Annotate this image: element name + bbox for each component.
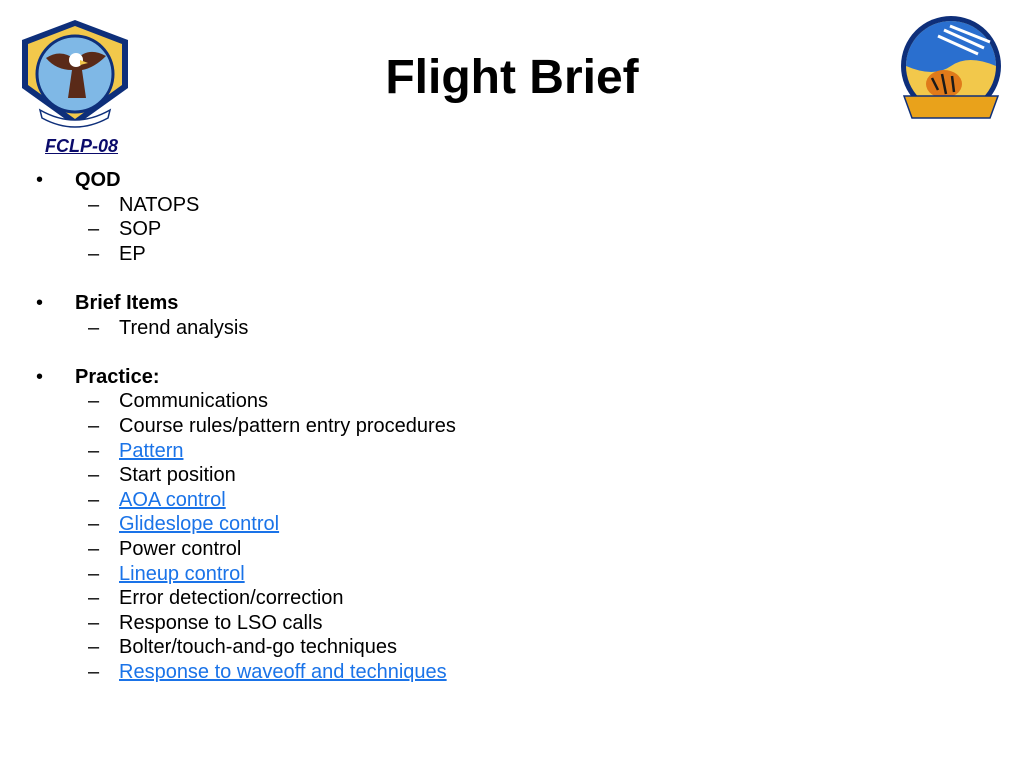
sub-item-link[interactable]: Lineup control bbox=[119, 562, 245, 585]
sub-item-label: NATOPS bbox=[119, 193, 200, 216]
dash-icon: – bbox=[88, 439, 100, 462]
sub-item-row bbox=[0, 193, 1000, 218]
traron-nine-logo bbox=[898, 14, 1004, 126]
sub-item-label: Trend analysis bbox=[119, 316, 249, 339]
sub-item-label: Communications bbox=[119, 390, 268, 413]
dash-icon: – bbox=[88, 513, 100, 536]
brief-code-label: FCLP-08 bbox=[45, 136, 119, 156]
sub-item-row bbox=[0, 537, 1000, 562]
bullet-heading-row bbox=[0, 291, 1000, 316]
sub-item-row bbox=[0, 414, 1000, 439]
dash-icon: – bbox=[88, 193, 100, 216]
bullet-heading: Practice: bbox=[75, 365, 160, 388]
sub-item-row bbox=[0, 463, 1000, 488]
dash-icon: – bbox=[88, 587, 100, 610]
sub-item-row[interactable] bbox=[0, 439, 1000, 464]
dash-icon: – bbox=[88, 537, 100, 560]
sub-item-row bbox=[0, 242, 1000, 267]
dash-icon: – bbox=[88, 660, 100, 683]
bullet-heading: Brief Items bbox=[75, 291, 179, 314]
dash-icon: – bbox=[88, 218, 100, 241]
sub-item-label: Bolter/touch-and-go techniques bbox=[119, 636, 397, 659]
sub-item-link[interactable]: Response to waveoff and techniques bbox=[119, 660, 447, 683]
dash-icon: – bbox=[88, 488, 100, 511]
bullet-heading-row bbox=[0, 168, 1000, 193]
sub-item-row[interactable] bbox=[0, 488, 1000, 513]
dash-icon: – bbox=[88, 316, 100, 339]
sub-item-row bbox=[0, 635, 1000, 660]
bullet-list bbox=[0, 168, 1000, 709]
sub-item-label: Start position bbox=[119, 464, 236, 487]
bullet-icon: • bbox=[36, 169, 44, 191]
sub-item-label: Course rules/pattern entry procedures bbox=[119, 414, 456, 437]
sub-item-link[interactable]: Glideslope control bbox=[119, 513, 280, 536]
sub-item-row bbox=[0, 217, 1000, 242]
tiger-patch-icon bbox=[898, 14, 1004, 126]
bullet-heading: QOD bbox=[75, 169, 121, 191]
section-2 bbox=[0, 291, 1000, 340]
sub-item-row bbox=[0, 586, 1000, 611]
sub-item-row[interactable] bbox=[0, 660, 1000, 685]
sub-item-row bbox=[0, 611, 1000, 636]
dash-icon: – bbox=[88, 390, 100, 413]
dash-icon: – bbox=[88, 242, 100, 265]
dash-icon: – bbox=[88, 562, 100, 585]
sub-item-row[interactable] bbox=[0, 512, 1000, 537]
bullet-icon: • bbox=[36, 365, 44, 388]
sub-item-label: Error detection/correction bbox=[119, 587, 344, 610]
sub-item-label: Response to LSO calls bbox=[119, 611, 323, 634]
sub-item-label: Power control bbox=[119, 537, 242, 560]
section-1 bbox=[0, 168, 1000, 266]
sub-item-row[interactable] bbox=[0, 562, 1000, 587]
sub-item-row bbox=[0, 316, 1000, 341]
section-3 bbox=[0, 365, 1000, 685]
slide-title: Flight Brief bbox=[385, 51, 639, 104]
sub-item-label: SOP bbox=[119, 218, 162, 241]
sub-item-link[interactable]: Pattern bbox=[119, 439, 184, 462]
bullet-icon: • bbox=[36, 291, 44, 314]
dash-icon: – bbox=[88, 611, 100, 634]
bullet-heading-row bbox=[0, 365, 1000, 390]
dash-icon: – bbox=[88, 636, 100, 659]
sub-item-label: EP bbox=[119, 242, 146, 265]
sub-item-link[interactable]: AOA control bbox=[119, 488, 226, 511]
dash-icon: – bbox=[88, 464, 100, 487]
dash-icon: – bbox=[88, 414, 100, 437]
sub-item-row bbox=[0, 389, 1000, 414]
